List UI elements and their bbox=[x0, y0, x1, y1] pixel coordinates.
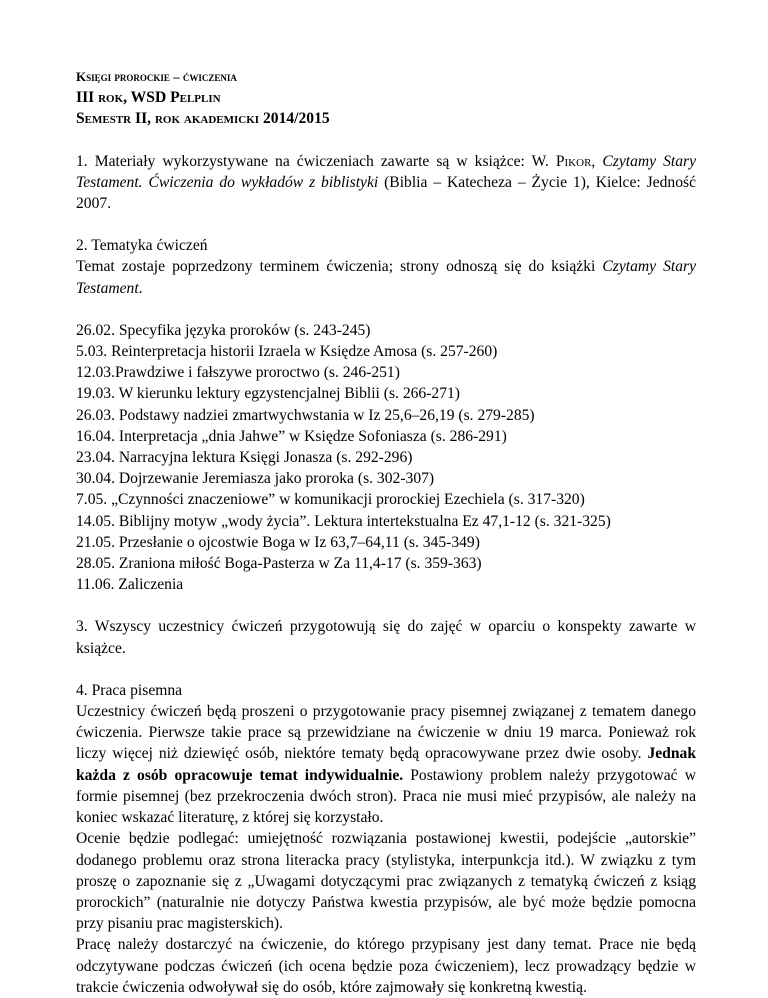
section-2-heading: 2. Tematyka ćwiczeń bbox=[76, 237, 208, 255]
schedule-item: 26.03. Podstawy nadziei zmartwychwstania w Iz 25,6–26,19 (s. 279-285) bbox=[76, 406, 535, 424]
section-4-paragraph-2: Ocenie będzie podlegać: umiejętność rozwiązania postawionej kwestii, podejście „autorskie” dodanego problemu oraz strona literacka pracy (stylistyka, interpunkcja itd.). W związku z tym proszę o zapoznanie się z „Uwagami dotyczącymi prac związanych z tematyką ćwiczeń z ksiąg prorockich” (naturalnie nie dotyczy Państwa kwestia przypisów, ale być może będzie pomocna przy pisaniu prac magisterskich). bbox=[76, 830, 696, 933]
schedule-item: 30.04. Dojrzewanie Jeremiasza jako proroka (s. 302-307) bbox=[76, 470, 435, 488]
schedule-item: 12.03.Prawdziwe i fałszywe proroctwo (s. 246-251) bbox=[76, 364, 400, 382]
schedule-item: 19.03. W kierunku lektury egzystencjalnej Biblii (s. 266-271) bbox=[76, 385, 460, 403]
schedule-item: 16.04. Interpretacja „dnia Jahwe” w Księdze Sofoniasza (s. 286-291) bbox=[76, 427, 507, 445]
header-line-3: Semestr II, rok akademicki 2014/2015 bbox=[76, 110, 330, 128]
emphasis-individual: Jednak każda z osób opracowuje temat indywidualnie. bbox=[76, 745, 696, 784]
section-4-paragraph-1: Uczestnicy ćwiczeń będą proszeni o przygotowanie pracy pisemnej związanej z tematem danego ćwiczenia. Pierwsze takie prace są przewidziane na ćwiczenie w dniu 19 marca. Ponieważ rok liczy więcej niż dziewięć osób, niektóre tematy będą opracowywane przez dwie osoby. Jednak każda z osób opracowuje temat indywidualnie. Postawiony problem należy przygotować w formie pisemnej (bez przekroczenia dwóch stron). Praca nie musi mieć przypisów, ale należy na koniec wskazać literaturę, z której się korzystało. bbox=[76, 703, 696, 827]
header-line-2: III rok, WSD Pelplin bbox=[76, 89, 221, 107]
book-title: Czytamy Stary Testament. Ćwiczenia do wykładów z biblistyki bbox=[76, 152, 696, 191]
header-course-title bbox=[76, 66, 696, 87]
section-2-text: Temat zostaje poprzedzony terminem ćwiczenia; strony odnoszą się do książki Czytamy Stary Testament. bbox=[76, 258, 696, 297]
header-year bbox=[76, 87, 696, 108]
section-4-heading: 4. Praca pisemna bbox=[76, 681, 183, 699]
section-1-materials: 1. Materiały wykorzystywane na ćwiczeniach zawarte są w książce: W. Pikor, Czytamy Stary Testament. Ćwiczenia do wykładów z biblistyki (Biblia – Katecheza – Życie 1), Kielce: Jedność 2007. bbox=[76, 152, 696, 213]
schedule-item: 5.03. Reinterpretacja historii Izraela w Księdze Amosa (s. 257-260) bbox=[76, 343, 498, 361]
document-content bbox=[76, 66, 696, 998]
schedule-item: 7.05. „Czynności znaczeniowe” w komunikacji prorockiej Ezechiela (s. 317-320) bbox=[76, 491, 585, 509]
book-title-short: Czytamy Stary Testament bbox=[76, 258, 696, 297]
schedule-item: 21.05. Przesłanie o ojcostwie Boga w Iz 63,7–64,11 (s. 345-349) bbox=[76, 533, 480, 551]
author-name: Pikor bbox=[555, 152, 592, 170]
schedule-item: 23.04. Narracyjna lektura Księgi Jonasza (s. 292-296) bbox=[76, 449, 413, 467]
section-4-paragraph-3: Pracę należy dostarczyć na ćwiczenie, do którego przypisany jest dany temat. Prace nie będą odczytywane podczas ćwiczeń (ich ocena będzie poza ćwiczeniem), lecz prowadzący będzie w trakcie ćwiczenia odwoływał się do osób, które zajmowały się konkretną kwestią. bbox=[76, 936, 696, 996]
schedule-item: 11.06. Zaliczenia bbox=[76, 576, 184, 594]
schedule-list bbox=[76, 320, 696, 596]
header-line-1: Księgi prorockie – ćwiczenia bbox=[76, 69, 237, 84]
schedule-item: 26.02. Specyfika języka proroków (s. 243-245) bbox=[76, 321, 371, 339]
section-3-text: 3. Wszyscy uczestnicy ćwiczeń przygotowują się do zajęć w oparciu o konspekty zawarte w książce. bbox=[76, 618, 696, 657]
schedule-item: 28.05. Zraniona miłość Boga-Pasterza w Za 11,4-17 (s. 359-363) bbox=[76, 555, 482, 573]
header-semester bbox=[76, 108, 696, 129]
schedule-item: 14.05. Biblijny motyw „wody życia”. Lektura intertekstualna Ez 47,1-12 (s. 321-325) bbox=[76, 512, 611, 530]
